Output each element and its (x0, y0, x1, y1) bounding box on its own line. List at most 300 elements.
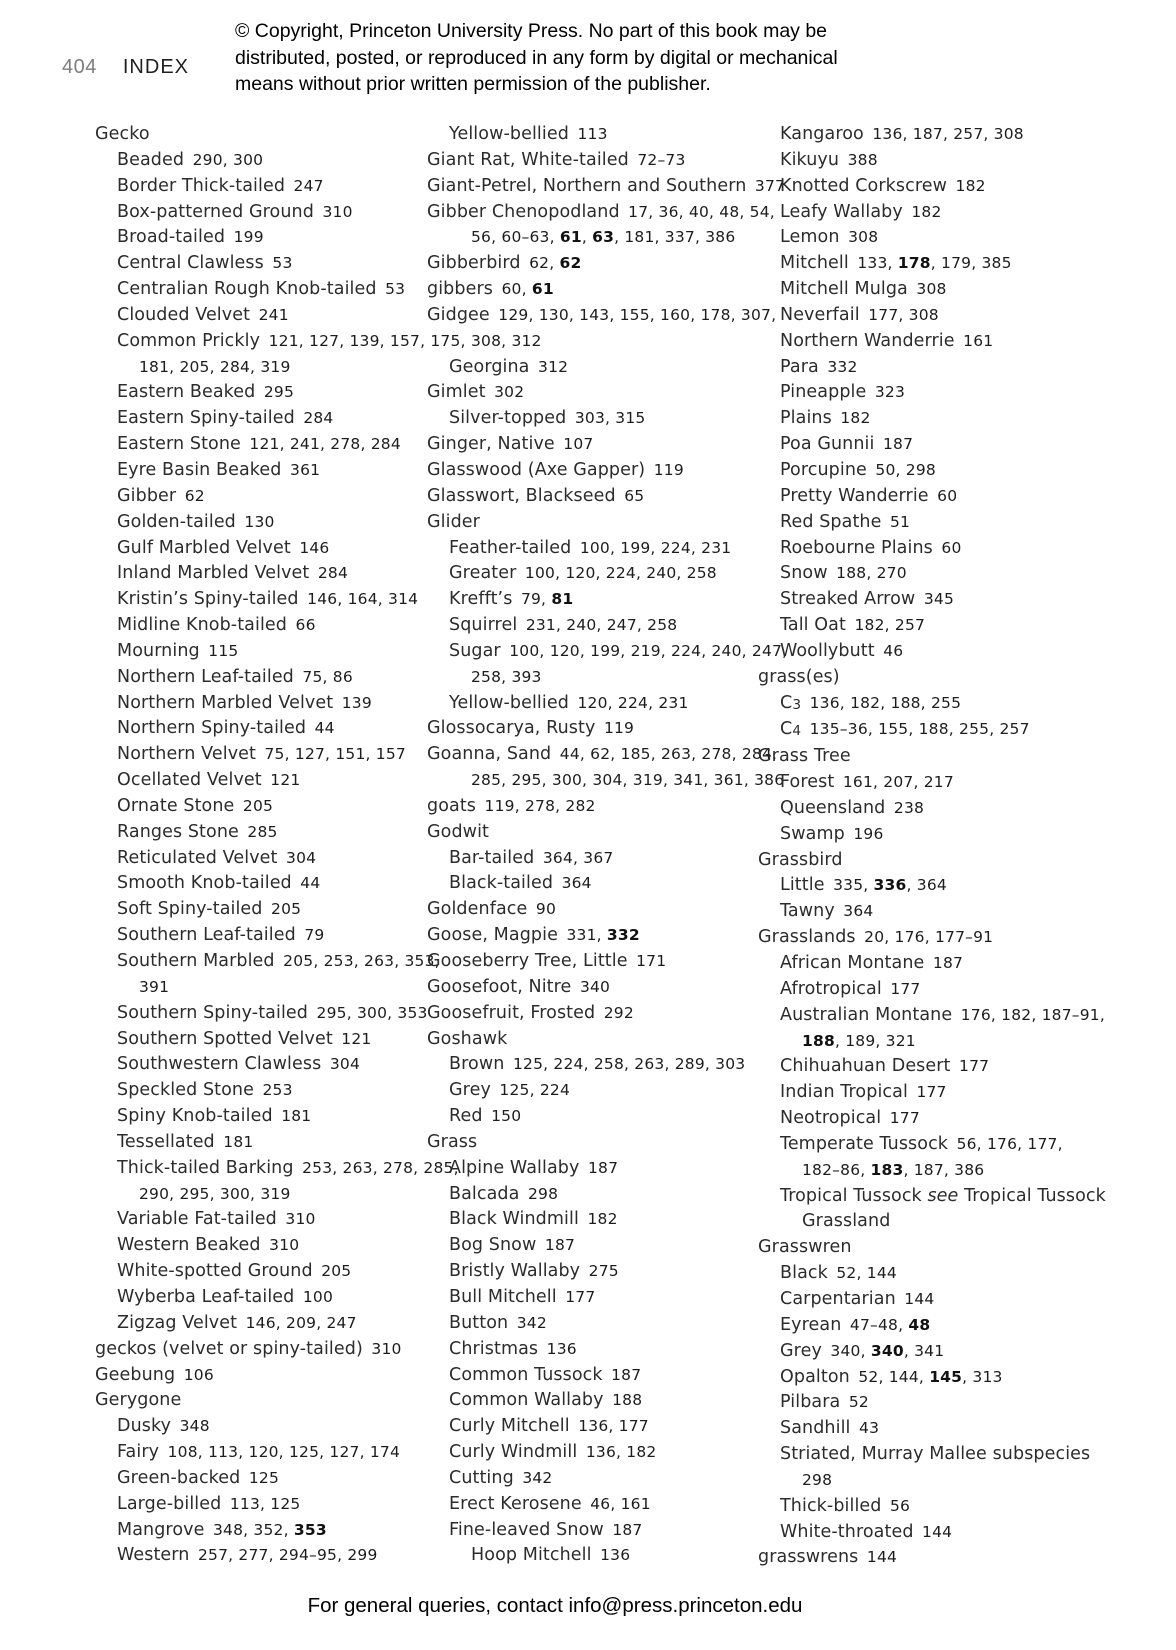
index-entry (427, 820, 767, 846)
entry-term: Curly Mitchell (449, 1416, 570, 1437)
entry-term: Eyre Basin Beaked (117, 459, 282, 480)
index-entry (427, 432, 767, 458)
entry-pages: 44, 62, 185, 263, 278, 284, (559, 745, 778, 764)
entry-term: Green-backed (117, 1467, 241, 1488)
index-entry (758, 639, 1098, 665)
index-entry (427, 1104, 767, 1130)
index-entry (95, 536, 435, 562)
entry-term: gibbers (427, 279, 493, 300)
entry-pages: 47–48, 48 (849, 1315, 931, 1334)
index-entry (758, 770, 1098, 796)
index-entry (758, 1287, 1098, 1313)
entry-pages: 44 (314, 719, 335, 738)
entry-pages: 150 (491, 1107, 522, 1126)
entry-pages: 121, 241, 278, 284 (249, 435, 401, 454)
entry-pages: 182 (587, 1210, 618, 1229)
entry-term: Lemon (780, 227, 840, 248)
entry-term: Inland Marbled Velvet (117, 563, 310, 584)
index-entry (758, 1184, 1106, 1210)
entry-pages: 310 (285, 1210, 316, 1229)
index-entry (95, 1414, 435, 1440)
entry-term: Dusky (117, 1416, 172, 1437)
entry-pages: 136, 182 (585, 1443, 657, 1462)
index-entry (427, 1492, 767, 1518)
index-entry (758, 200, 1098, 226)
index-entry (95, 1311, 435, 1337)
index-entry (95, 1466, 435, 1492)
entry-pages: 182 (911, 202, 942, 221)
entry-term: Smooth Knob-tailed (117, 873, 292, 894)
entry-pages: 364, 367 (542, 848, 614, 867)
page-header (62, 56, 189, 79)
entry-term: Fairy (117, 1442, 160, 1463)
entry-term: Woollybutt (780, 640, 875, 661)
index-entry (427, 251, 767, 277)
entry-term: Pineapple (780, 382, 867, 403)
entry-pages: 125, 224, 258, 263, 289, 303 (512, 1055, 746, 1074)
index-entry (758, 458, 1098, 484)
entry-term: Western (117, 1545, 190, 1566)
entry-term: Godwit (427, 821, 490, 842)
entry-term: Large-billed (117, 1493, 222, 1514)
entry-term: Kangaroo (780, 124, 864, 144)
entry-term: Thick-tailed Barking (117, 1157, 294, 1178)
entry-term: Goldenface (427, 899, 528, 920)
index-entry (95, 122, 435, 148)
entry-term: Goose, Magpie (427, 925, 558, 946)
entry-term: Little (780, 875, 825, 896)
entry-pages: 302 (494, 383, 525, 402)
entry-pages: 52 (848, 1393, 869, 1412)
index-entry (758, 303, 1098, 329)
index-entry (758, 1365, 1098, 1391)
entry-term: Gooseberry Tree, Little (427, 951, 628, 971)
entry-pages: 298 (528, 1184, 559, 1203)
entry-term: Button (449, 1312, 509, 1333)
index-entry (427, 225, 767, 251)
index-entry (95, 1207, 435, 1233)
entry-term: Southern Leaf-tailed (117, 925, 296, 946)
entry-term: Hoop Mitchell (471, 1545, 592, 1566)
entry-term: Tawny (780, 901, 835, 922)
entry-pages: 304 (329, 1055, 361, 1074)
index-entry (95, 303, 435, 329)
index-entry (427, 846, 767, 872)
entry-pages: 60, 61 (501, 280, 554, 299)
entry-term: Cutting (449, 1467, 514, 1488)
index-entry (427, 871, 767, 897)
entry-pages: 284 (303, 409, 334, 428)
index-entry (95, 587, 435, 613)
entry-pages: 308, 312 (471, 331, 542, 350)
entry-pages: 113 (577, 125, 608, 143)
entry-pages: 323 (874, 383, 906, 402)
entry-term: Poa Gunnii (780, 434, 875, 455)
entry-term: Northern Spiny-tailed (117, 718, 307, 739)
entry-term: Leafy Wallaby (780, 201, 903, 222)
entry-pages: 130 (244, 512, 275, 531)
index-entry (95, 406, 435, 432)
entry-term: Bog Snow (449, 1235, 537, 1256)
index-entry (427, 329, 767, 355)
entry-term: Afrotropical (780, 978, 882, 999)
index-entry (427, 1414, 767, 1440)
entry-term: Bar-tailed (449, 847, 535, 868)
entry-pages: 60 (941, 538, 962, 557)
entry-term: Glasswood (Axe Gapper) (427, 459, 646, 480)
entry-pages: 205 (242, 796, 274, 815)
entry-term: Beaded (117, 149, 185, 170)
index-entry (95, 613, 435, 639)
entry-pages: 205, 253, 263, 353, (283, 952, 440, 970)
entry-pages: 205 (321, 1262, 352, 1281)
entry-pages: 335, 336, 364 (833, 876, 947, 895)
entry-term: Gidgee (427, 304, 490, 325)
index-entry (95, 174, 435, 200)
copyright-line: means without prior written permission of the publisher. (235, 73, 711, 95)
index-entry (758, 1468, 1098, 1494)
entry-pages: 253 (262, 1081, 293, 1100)
entry-pages: 187 (587, 1158, 619, 1177)
entry-pages: 332 (827, 357, 858, 376)
entry-pages: 285 (247, 822, 278, 841)
entry-term: Brown (449, 1054, 505, 1075)
entry-pages: 108, 113, 120, 125, 127, 174 (167, 1443, 401, 1462)
entry-pages: 136, 187, 257, 308 (872, 125, 1024, 143)
entry-term: Gibberbird (427, 253, 521, 274)
entry-term: Forest (780, 772, 835, 793)
index-entry (95, 975, 435, 1001)
entry-pages: 52, 144, 145, 313 (858, 1367, 1003, 1386)
index-entry (758, 406, 1098, 432)
entry-term: Kikuyu (780, 149, 840, 170)
index-entry (758, 1158, 1098, 1184)
index-entry (427, 1543, 767, 1569)
index-entry (427, 1130, 767, 1156)
index-entry (95, 1518, 435, 1544)
entry-term: Chihuahuan Desert (780, 1056, 951, 1077)
entry-pages: 79, 81 (520, 590, 574, 609)
entry-pages: 364 (561, 874, 592, 893)
entry-pages: 53 (272, 254, 293, 273)
entry-pages: 146, 164, 314 (307, 590, 419, 609)
index-entry (427, 1518, 767, 1544)
entry-pages: 146 (299, 538, 330, 557)
entry-term: Soft Spiny-tailed (117, 899, 263, 920)
entry-pages: 136 (600, 1546, 631, 1565)
index-entry (758, 329, 1098, 355)
entry-pages: 75, 127, 151, 157 (264, 745, 406, 764)
entry-pages: 56, 60–63, 61, 63, 181, 337, 386 (471, 228, 736, 247)
index-entry (758, 796, 1098, 822)
index-entry (95, 820, 435, 846)
index-entry (427, 122, 767, 148)
index-entry (427, 1285, 767, 1311)
entry-pages: 177, 308 (868, 305, 939, 324)
entry-term: Silver-topped (449, 408, 567, 429)
index-entry (758, 977, 1098, 1003)
entry-pages: 119, 278, 282 (484, 796, 596, 815)
entry-pages: 100, 120, 224, 240, 258 (524, 564, 717, 583)
index-entry (758, 1494, 1098, 1520)
index-entry (95, 277, 435, 303)
index-entry (758, 1390, 1098, 1416)
entry-term: Christmas (449, 1338, 539, 1359)
index-entry (758, 951, 1098, 977)
entry-pages: 188, 189, 321 (802, 1031, 916, 1050)
index-entry (427, 1363, 767, 1389)
entry-term: Western Beaked (117, 1235, 261, 1256)
entry-term: Ocellated Velvet (117, 770, 262, 791)
entry-term: Opalton (780, 1366, 850, 1387)
index-entry (427, 1259, 767, 1285)
entry-term: Red (449, 1106, 483, 1127)
entry-pages: 377 (754, 176, 786, 195)
index-entry (427, 406, 767, 432)
entry-pages: 129, 130, 143, 155, 160, 178, 307, (498, 305, 777, 324)
entry-pages: 290, 300 (192, 150, 264, 169)
entry-term: Kristin’s Spiny-tailed (117, 589, 299, 610)
index-entry (427, 174, 786, 200)
index-entry (95, 432, 435, 458)
index-entry (95, 1052, 435, 1078)
entry-term: Curly Windmill (449, 1442, 578, 1463)
index-entry (95, 1078, 435, 1104)
entry-term: Gerygone (95, 1390, 182, 1411)
entry-term: Yellow-bellied (449, 692, 569, 713)
entry-term: Balcada (449, 1183, 520, 1204)
entry-pages: 52, 144 (836, 1264, 897, 1283)
entry-pages: 182, 257 (854, 616, 926, 635)
index-entry (758, 1313, 1098, 1339)
entry-term: Southern Spiny-tailed (117, 1002, 308, 1023)
entry-pages: 188 (612, 1391, 643, 1410)
entry-pages: 44 (300, 874, 321, 893)
entry-pages: 342 (522, 1468, 553, 1487)
entry-pages: 100, 120, 199, 219, 224, 240, 247, (509, 641, 788, 660)
index-entry (758, 848, 1098, 874)
entry-term: Black (780, 1263, 828, 1284)
index-entry (758, 899, 1098, 925)
entry-pages: 284 (317, 564, 349, 583)
index-entry (758, 925, 1098, 951)
entry-pages: 115 (208, 641, 239, 660)
index-entry (95, 742, 435, 768)
entry-term: Central Clawless (117, 253, 264, 274)
index-entry (427, 923, 767, 949)
index-entry (758, 1545, 1098, 1571)
entry-term: Giant-Petrel, Northern and Southern (427, 175, 747, 196)
entry-pages: 161 (963, 331, 994, 350)
entry-pages: 125 (248, 1468, 280, 1487)
index-entry (95, 949, 440, 975)
entry-term: Greater (449, 563, 517, 584)
index-entry (758, 510, 1098, 536)
entry-pages: 388 (847, 150, 878, 169)
entry-term: Alpine Wallaby (449, 1157, 580, 1178)
index-entry (427, 1440, 767, 1466)
entry-term: Black Windmill (449, 1209, 579, 1230)
entry-pages: 46 (883, 641, 904, 660)
entry-pages: 136, 177 (578, 1417, 649, 1436)
entry-pages: 60 (937, 486, 958, 505)
entry-pages: 275 (588, 1262, 619, 1281)
index-entry (95, 897, 435, 923)
entry-pages: 144 (922, 1522, 953, 1541)
entry-term: Carpentarian (780, 1288, 896, 1309)
entry-pages: 295 (263, 383, 295, 402)
entry-pages: 133, 178, 179, 385 (857, 254, 1012, 273)
entry-pages: 331, 332 (566, 926, 640, 945)
entry-term: Eyrean (780, 1314, 842, 1335)
entry-pages: 340, 340, 341 (830, 1341, 945, 1360)
index-entry (95, 1104, 435, 1130)
index-entry (427, 639, 788, 665)
entry-term: Krefft’s (449, 589, 513, 610)
entry-pages: 62 (184, 486, 205, 505)
entry-term: Indian Tropical (780, 1082, 908, 1103)
entry-pages: 310 (322, 202, 353, 221)
entry-pages: 136, 182, 188, 255 (809, 693, 962, 712)
entry-term: Neotropical (780, 1108, 882, 1129)
entry-term: Tall Oat (780, 615, 846, 636)
entry-pages: 171 (636, 952, 667, 970)
index-entry (95, 665, 435, 691)
entry-term: Pretty Wanderrie (780, 485, 929, 506)
entry-pages: 90 (535, 900, 557, 919)
index-entry (758, 822, 1098, 848)
entry-term: Temperate Tussock (780, 1133, 949, 1154)
entry-term: Mourning (117, 640, 200, 661)
entry-pages: 181, 205, 284, 319 (139, 357, 291, 376)
index-entry (758, 1235, 1098, 1261)
index-entry (95, 1363, 435, 1389)
entry-pages: 340 (579, 977, 611, 996)
entry-pages: 20, 176, 177–91 (864, 928, 994, 947)
entry-pages: 75, 86 (302, 667, 353, 686)
entry-pages: 182 (840, 409, 871, 428)
index-entry (95, 1130, 435, 1156)
entry-term: Pilbara (780, 1392, 841, 1413)
entry-pages: 119 (653, 460, 684, 479)
entry-pages: 79 (304, 926, 325, 945)
entry-pages: 247 (293, 176, 324, 195)
entry-term: Grassland (802, 1211, 891, 1232)
index-entry (95, 1001, 435, 1027)
entry-pages: 43 (859, 1419, 880, 1438)
index-entry (758, 148, 1098, 174)
entry-pages: 238 (893, 798, 925, 817)
index-entry (427, 458, 767, 484)
index-entry (427, 897, 767, 923)
entry-term: Grassbird (758, 849, 843, 870)
index-entry (427, 561, 767, 587)
entry-pages: 187 (932, 954, 964, 972)
entry-pages: 348 (179, 1417, 210, 1436)
entry-pages: 121, 127, 139, 157, 175, (268, 331, 466, 350)
entry-term: Australian Montane (780, 1004, 953, 1025)
entry-term: Giant Rat, White-tailed (427, 149, 629, 170)
entry-term: Gibber Chenopodland (427, 201, 620, 222)
entry-term: Common Prickly (117, 330, 261, 351)
index-entry (758, 1339, 1098, 1365)
entry-term: Broad-tailed (117, 227, 226, 248)
entry-term: White-spotted Ground (117, 1261, 313, 1282)
index-entry (95, 1182, 435, 1208)
entry-pages: 308 (848, 228, 879, 247)
index-entry (758, 587, 1098, 613)
index-entry (95, 355, 435, 381)
entry-term: Sugar (449, 640, 501, 661)
entry-pages: 187 (612, 1520, 643, 1539)
entry-term: Erect Kerosene (449, 1493, 582, 1514)
entry-term: C3 (780, 692, 802, 713)
entry-term: Grass Tree (758, 746, 851, 767)
entry-pages: 62, 62 (529, 254, 582, 273)
entry-term: Neverfail (780, 304, 860, 325)
index-entry (427, 613, 767, 639)
entry-pages: 56 (890, 1496, 911, 1515)
entry-pages: 144 (866, 1548, 898, 1567)
index-entry (427, 303, 777, 329)
entry-term: Ginger, Native (427, 434, 555, 455)
index-entry (427, 277, 767, 303)
index-entry (95, 1388, 435, 1414)
entry-term: Centralian Rough Knob-tailed (117, 279, 377, 300)
entry-pages: 364 (843, 902, 874, 921)
section-title: INDEX (122, 56, 189, 78)
index-entry (95, 716, 435, 742)
entry-term: Eastern Beaked (117, 382, 256, 403)
index-entry (95, 148, 435, 174)
index-entry (427, 536, 767, 562)
entry-pages: 303, 315 (574, 409, 646, 428)
entry-pages: 187 (544, 1236, 576, 1255)
index-entry (95, 1233, 435, 1259)
index-entry (95, 484, 435, 510)
index-entry (95, 251, 435, 277)
index-entry (95, 923, 435, 949)
entry-pages: 125, 224 (499, 1081, 571, 1100)
index-entry (95, 871, 435, 897)
index-entry (427, 1182, 767, 1208)
index-entry (427, 691, 767, 717)
index-entry (427, 1001, 767, 1027)
entry-pages: 361 (290, 460, 321, 479)
entry-term: Mangrove (117, 1519, 205, 1540)
entry-pages: 292 (603, 1003, 634, 1022)
index-entry (427, 716, 767, 742)
index-entry (95, 794, 435, 820)
entry-pages: 258, 393 (471, 667, 542, 686)
entry-term: Goshawk (427, 1028, 508, 1049)
entry-term: Fine-leaved Snow (449, 1519, 604, 1540)
entry-pages: 177 (889, 1109, 920, 1128)
index-column-2 (427, 122, 788, 1569)
entry-term: Feather-tailed (449, 537, 572, 558)
index-entry (95, 1492, 435, 1518)
index-entry (95, 458, 435, 484)
entry-term: Grey (449, 1080, 491, 1101)
entry-pages: 161, 207, 217 (842, 773, 954, 792)
index-entry (427, 794, 767, 820)
index-entry (758, 1416, 1098, 1442)
index-entry (427, 975, 767, 1001)
index-entry (758, 1029, 1098, 1055)
entry-pages: 66 (295, 616, 316, 635)
entry-pages: 176, 182, 187–91, (960, 1005, 1105, 1024)
entry-term: Queensland (780, 797, 886, 818)
